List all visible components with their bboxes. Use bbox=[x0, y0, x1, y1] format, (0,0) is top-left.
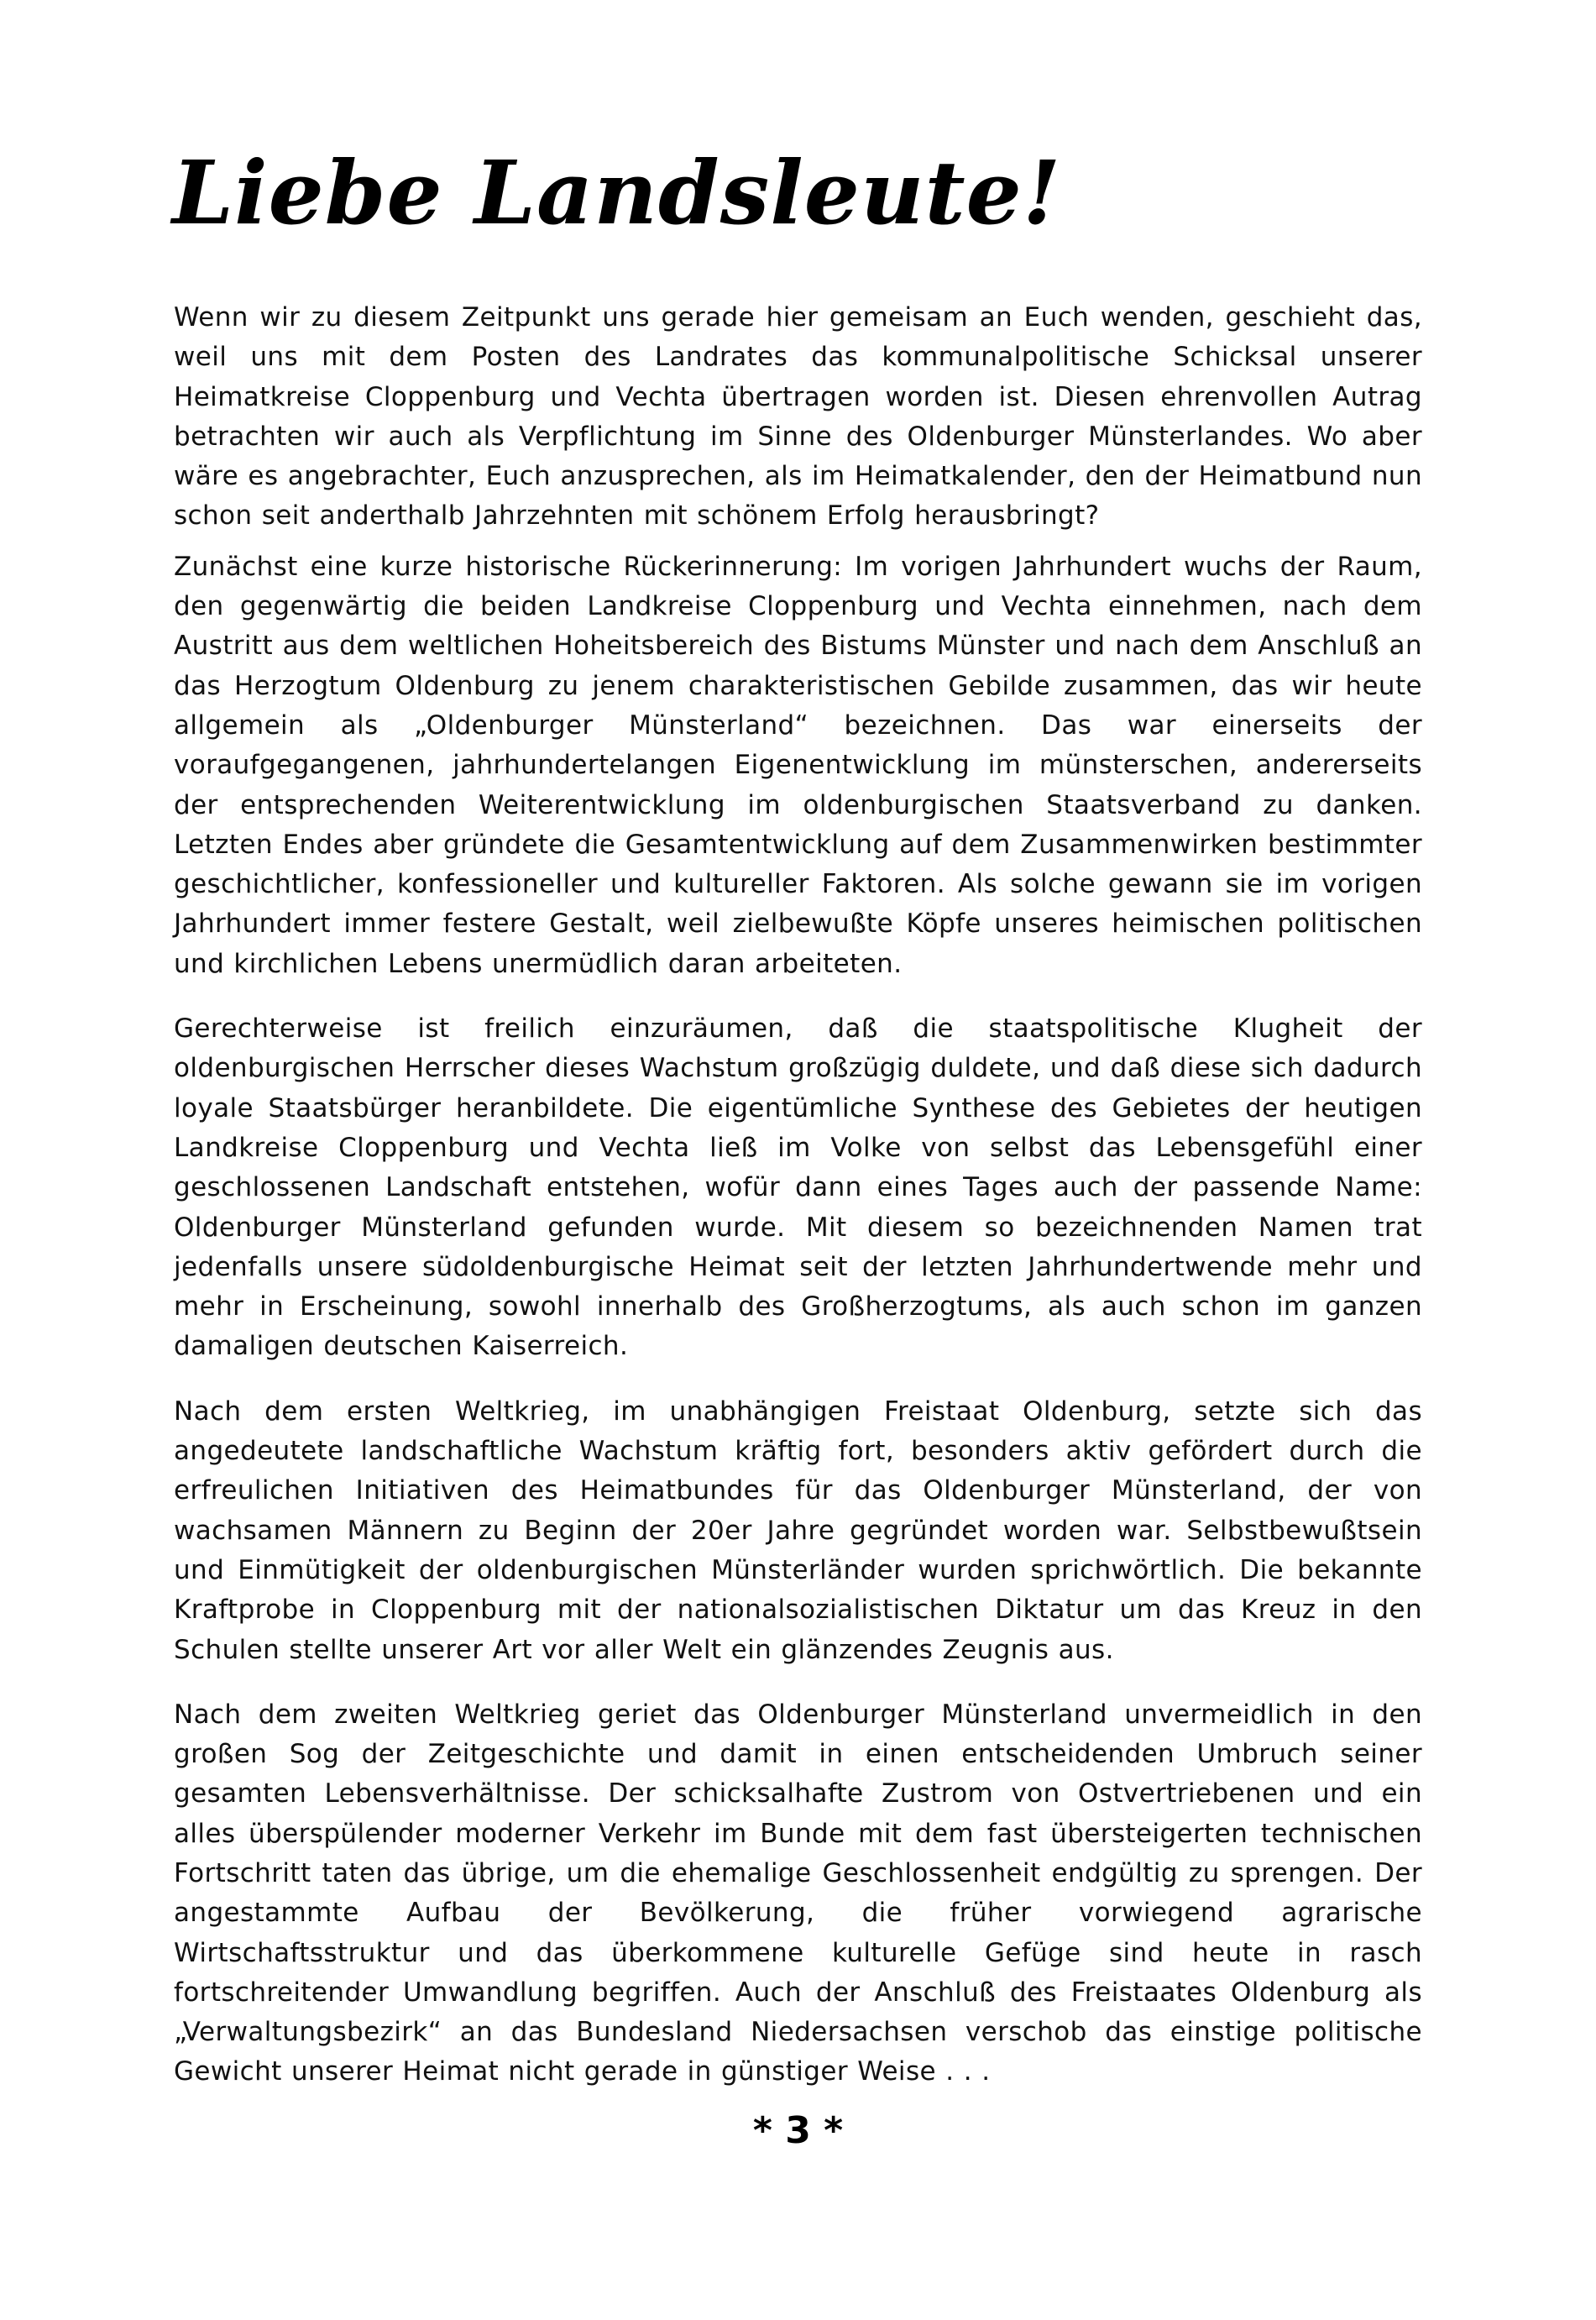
body-text bbox=[174, 298, 1422, 2103]
paragraph-2: Zunächst eine kurze historische Rückerinnerung: Im vorigen Jahrhundert wuchs der Raum, den gegenwärtig die beiden Landkreise Cloppenburg und Vechta einnehmen, nach dem Austritt aus dem weltlichen Hoheitsbereich des Bistums Münster und nach dem Anschluß an das Herzogtum Oldenburg zu jenem charakteristischen Gebilde zusammen, das wir heute allgemein als „Oldenburger Münsterland“ bezeichnen. Das war einerseits der voraufgegangenen, jahrhundertelangen Eigenentwicklung im münsterschen, andererseits der entsprechenden Weiterentwicklung im oldenburgischen Staatsverband zu danken. Letzten Endes aber gründete die Gesamtentwicklung auf dem Zusammenwirken bestimmter geschichtlicher, konfessioneller und kultureller Faktoren. Als solche gewann sie im vorigen Jahrhundert immer festere Gestalt, weil zielbewußte Köpfe unseres heimischen politischen und kirchlichen Lebens unermüdlich daran arbeiteten. bbox=[174, 551, 1422, 979]
paragraph-4: Nach dem ersten Weltkrieg, im unabhängigen Freistaat Oldenburg, setzte sich das angedeutete landschaftliche Wachstum kräftig fort, besonders aktiv gefördert durch die erfreulichen Initiativen des Heimatbundes für das Oldenburger Münsterland, der von wachsamen Männern zu Beginn der 20er Jahre gegründet worden war. Selbstbewußtsein und Einmütigkeit der oldenburgischen Münsterländer wurden sprichwörtlich. Die bekannte Kraftprobe in Cloppenburg mit der nationalsozialistischen Diktatur um das Kreuz in den Schulen stellte unserer Art vor aller Welt ein glänzendes Zeugnis aus. bbox=[174, 1396, 1422, 1665]
paragraph-3: Gerechterweise ist freilich einzuräumen, daß die staatspolitische Klugheit der oldenburgischen Herrscher dieses Wachstum großzügig duldete, und daß diese sich dadurch loyale Staatsbürger heranbildete. Die eigentümliche Synthese des Gebietes der heutigen Landkreise Cloppenburg und Vechta ließ im Volke von selbst das Lebensgefühl einer geschlossenen Landschaft entstehen, wofür dann eines Tages auch der passende Name: Oldenburger Münsterland gefunden wurde. Mit diesem so bezeichnenden Namen trat jedenfalls unsere südoldenburgische Heimat seit der letzten Jahrhundertwende mehr und mehr in Erscheinung, sowohl innerhalb des Großherzogtums, als auch schon im ganzen damaligen deutschen Kaiserreich. bbox=[174, 1013, 1422, 1362]
paragraph-1: Wenn wir zu diesem Zeitpunkt uns gerade hier gemeisam an Euch wenden, geschieht das, weil uns mit dem Posten des Landrates das kommunalpolitische Schicksal unserer Heimatkreise Cloppenburg und Vechta übertragen worden ist. Diesen ehrenvollen Autrag betrachten wir auch als Verpflichtung im Sinne des Oldenburger Münsterlandes. Wo aber wäre es angebrachter, Euch anzusprechen, als im Heimatkalender, den der Heimatbund nun schon seit anderthalb Jahrzehnten mit schönem Erfolg herausbringt? bbox=[174, 302, 1422, 532]
page-title: Liebe Landsleute! bbox=[172, 141, 1062, 244]
page-number: * 3 * bbox=[752, 2109, 844, 2152]
paragraph-5: Nach dem zweiten Weltkrieg geriet das Oldenburger Münsterland unvermeidlich in den großen Sog der Zeitgeschichte und damit in einen entscheidenden Umbruch seiner gesamten Lebensverhältnisse. Der schicksalhafte Zustrom von Ostvertriebenen und ein alles überspülender moderner Verkehr im Bunde mit dem fast übersteigerten technischen Fortschritt taten das übrige, um die ehemalige Geschlossenheit endgültig zu sprengen. Der angestammte Aufbau der Bevölkerung, die früher vorwiegend agrarische Wirtschaftsstruktur und das überkommene kulturelle Gefüge sind heute in rasch fortschreitender Umwandlung begriffen. Auch der Anschluß des Freistaates Oldenburg als „Verwaltungsbezirk“ an das Bundesland Niedersachsen verschob das einstige politische Gewicht unserer Heimat nicht gerade in günstiger Weise . . . bbox=[174, 1699, 1422, 2087]
